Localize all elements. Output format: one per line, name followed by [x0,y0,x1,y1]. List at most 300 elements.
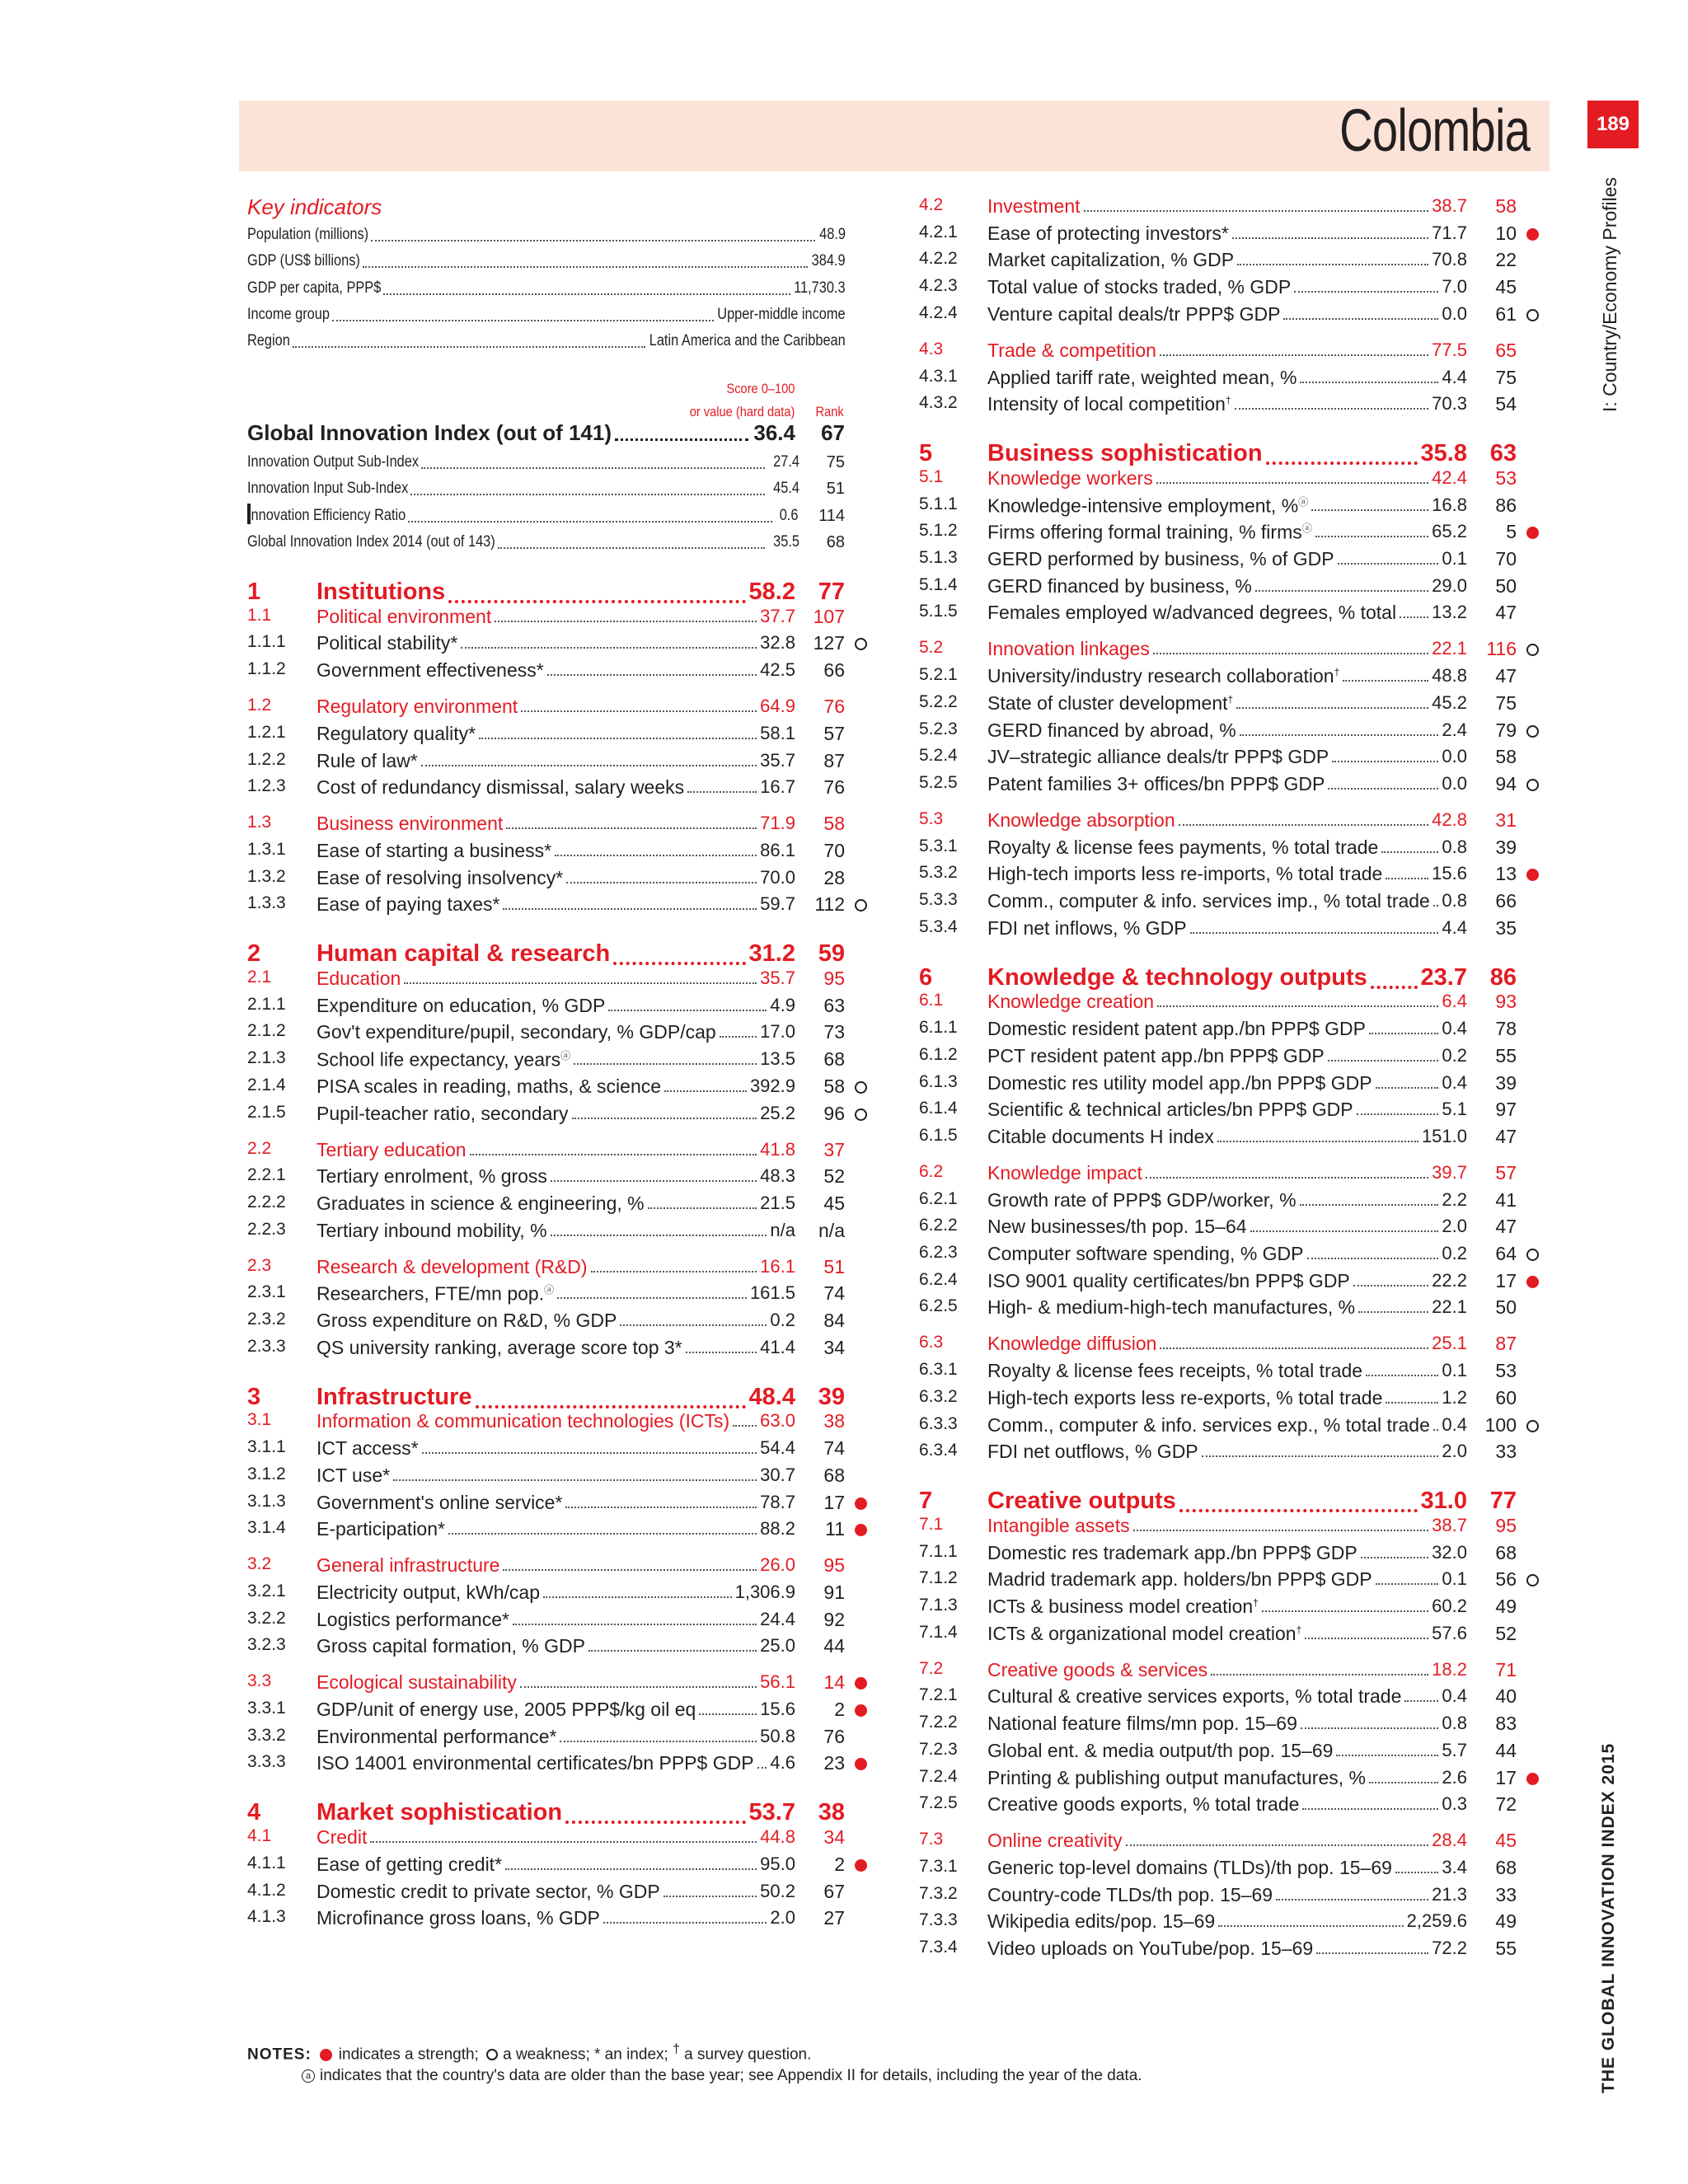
indicator-row [919,1268,1545,1293]
indicator-row [247,993,874,1018]
weakness-icon [855,638,867,650]
leader-dots [551,1180,757,1182]
row-rank: 75 [1495,366,1517,388]
pillar-row [247,1382,874,1412]
subpillar-row [247,1825,874,1849]
leader-dots [1433,905,1439,907]
row-value: 4.4 [1442,916,1467,938]
leader-dots [1283,318,1438,320]
subpillar-row [919,1657,1545,1682]
row-value: 71.7 [1432,222,1467,243]
row-code: 7.3.4 [919,1938,958,1957]
leader-dots [1316,1952,1428,1954]
indicator-row [919,1684,1545,1708]
page-number: 189 [1587,101,1639,148]
row-label: High-tech exports less re-exports, % total trade [987,1386,1383,1408]
sub-index-value: 35.5 [773,533,800,551]
row-code: 7 [919,1488,933,1515]
leader-dots [565,1507,757,1508]
indicator-row [919,861,1545,886]
row-label: Video uploads on YouTube/pop. 15–69 [987,1938,1314,1959]
row-value: 54.4 [760,1437,795,1459]
row-value: 31.2 [748,940,795,968]
weakness-icon [855,1108,867,1121]
leader-dots [603,1922,767,1924]
row-label: Regulatory environment [316,696,518,718]
indicator-row [919,391,1545,416]
row-code: 5.2.3 [919,719,958,738]
leader-dots [1400,616,1428,618]
row-value: 56.1 [760,1671,795,1693]
indicator-row [247,838,874,863]
leader-dots [1381,851,1438,853]
row-rank: 27 [823,1907,845,1929]
row-code: 4.1.2 [247,1880,286,1900]
leader-dots [520,1686,757,1688]
row-value: 0.2 [1442,1243,1467,1263]
row-rank: 96 [823,1102,845,1124]
row-rank: 57 [823,722,845,744]
leader-dots [1302,1808,1438,1810]
notes-older-data: indicates that the country's data are older than the base year; see Appendix II for details, including the year of the data. [320,2067,1142,2084]
row-value: 17.0 [760,1021,795,1043]
row-value: 161.5 [749,1282,795,1304]
subpillar-row [247,1553,874,1577]
row-label: Citable documents H index [987,1125,1214,1147]
row-label: Government effectiveness* [316,659,544,682]
row-label: Research & development (R&D) [316,1255,588,1277]
row-code: 6.2.4 [919,1269,958,1289]
subpillar-row [247,1670,874,1694]
leader-dots [495,621,757,622]
strength-icon [855,1497,867,1510]
row-value: 95.0 [760,1853,795,1874]
row-label: Knowledge diffusion [987,1333,1157,1355]
row-code: 6.1.2 [919,1044,958,1064]
row-value: 88.2 [760,1518,795,1540]
row-value: 0.4 [1442,1018,1467,1039]
leader-dots [555,855,757,856]
row-label: ICT access* [316,1437,419,1460]
leader-dots [1386,1402,1438,1404]
row-rank: 74 [823,1282,845,1305]
row-label: Ease of protecting investors* [987,222,1229,244]
strength-icon [1526,869,1539,881]
row-rank: 116 [1486,638,1517,660]
row-value: 26.0 [760,1554,795,1576]
subpillar-row [919,989,1545,1014]
sub-index-label: Innovation Efficiency Ratio [247,507,406,524]
strength-icon [855,1758,867,1770]
row-value: 78.7 [760,1491,795,1512]
row-rank: 45 [823,1192,845,1214]
sub-index-row [247,478,874,501]
row-code: 6.1 [919,991,944,1010]
row-rank: 84 [823,1310,845,1331]
row-code: 7.3.1 [919,1856,958,1876]
key-indicator-value: 48.9 [819,226,846,243]
row-label: Gov't expenditure/pupil, secondary, % GDP/cap [316,1021,716,1043]
row-rank: 59 [818,940,845,968]
row-rank: 17 [1495,1269,1517,1291]
leader-dots [505,1868,757,1870]
subpillar-row [919,466,1545,490]
row-rank: 58 [1495,195,1517,217]
strength-icon [1526,527,1539,539]
row-value: 63.0 [760,1410,795,1432]
row-value: n/a [770,1219,795,1240]
row-rank: 68 [823,1464,845,1486]
leader-dots [1240,734,1439,736]
row-code: 1.2.3 [247,776,286,796]
indicator-row [919,1214,1545,1239]
indicator-row [247,1101,874,1126]
row-rank: 22 [1495,249,1517,271]
row-rank: 37 [823,1138,845,1160]
row-rank: 63 [823,994,845,1016]
row-value: 0.8 [1442,890,1467,911]
row-code: 1.3.3 [247,893,286,913]
key-indicators-title: Key indicators [247,194,382,219]
row-rank: 51 [823,1255,845,1277]
sub-index-label: Innovation Output Sub-Index [247,453,420,471]
row-label: Gross expenditure on R&D, % GDP [316,1310,617,1331]
row-code: 7.3.3 [919,1910,958,1930]
row-label: Generic top-level domains (TLDs)/th pop. 15–69 [987,1856,1392,1878]
pillar-row [919,1486,1545,1516]
row-rank: 39 [1495,836,1517,858]
row-rank: 33 [1495,1441,1517,1463]
leader-dots [461,647,757,649]
indicator-row [919,1097,1545,1122]
row-code: 6.2.5 [919,1296,958,1316]
row-value: 77.5 [1432,339,1467,360]
row-rank: 50 [1495,1296,1517,1319]
row-value: 70.0 [760,866,795,888]
row-value: 0.4 [1442,1071,1467,1093]
row-rank: 60 [1495,1386,1517,1408]
row-value: 2.0 [1442,1216,1467,1237]
row-rank: 76 [823,1725,845,1747]
indicator-row [919,835,1545,860]
row-value: 4.6 [770,1752,795,1774]
row-label: Gross capital formation, % GDP [316,1635,585,1657]
row-label: Knowledge workers [987,466,1153,489]
row-label: Global ent. & media output/th pop. 15–69 [987,1739,1334,1761]
row-code: 7.1 [919,1514,944,1534]
row-label: Pupil-teacher ratio, secondary [316,1102,569,1124]
row-value: 2,259.6 [1406,1910,1467,1932]
leader-dots [1328,788,1438,790]
pillar-row [247,577,874,607]
row-label: Creative outputs [987,1488,1176,1515]
leader-dots [566,882,757,883]
row-label: Total value of stocks traded, % GDP [987,276,1292,298]
row-code: 4.2 [919,195,944,214]
row-code: 5.1.3 [919,548,958,567]
row-value: 2.0 [770,1907,795,1929]
row-label: Business sophistication [987,440,1263,467]
indicator-row [919,302,1545,326]
row-code: 4 [247,1799,261,1826]
row-value: 21.5 [760,1192,795,1213]
dagger-symbol: † [1225,394,1231,406]
leader-dots [1404,1700,1438,1702]
notes-weakness: a weakness; * an index; [503,2046,668,2064]
weakness-icon [1526,1249,1539,1261]
indicator-row [919,916,1545,940]
strength-icon [855,1704,867,1717]
indicator-row [247,1335,874,1360]
weakness-icon [1526,309,1539,321]
row-rank: 23 [823,1752,845,1774]
weakness-icon [1526,779,1539,791]
leader-dots [574,1063,757,1065]
row-rank: 65 [1495,339,1517,361]
leader-dots [1153,653,1428,654]
leader-dots [1262,1610,1428,1612]
strength-icon [855,1677,867,1690]
row-rank: 78 [1495,1018,1517,1040]
subpillar-row [247,1137,874,1162]
leader-dots [687,791,757,793]
leader-dots [1366,1375,1438,1376]
leader-dots [1156,482,1428,484]
row-code: 5.2 [919,638,944,658]
row-value: 53.7 [748,1799,795,1826]
row-code: 3.3.1 [247,1699,286,1718]
row-value: 4.4 [1442,366,1467,387]
row-label: Computer software spending, % GDP [987,1243,1304,1264]
row-value: 44.8 [760,1826,795,1848]
row-code: 5.2.1 [919,665,958,685]
leader-dots [720,1036,757,1038]
leader-dots [613,962,745,965]
leader-dots [1237,264,1428,265]
row-value: 21.3 [1432,1883,1467,1905]
row-code: 4.2.1 [919,222,958,241]
row-value: 48.3 [760,1165,795,1187]
row-label: Creative goods & services [987,1658,1208,1680]
row-code: 1.2 [247,696,272,715]
row-rank: 47 [1495,602,1517,624]
row-value: 0.8 [1442,836,1467,857]
weakness-icon [1526,644,1539,656]
row-code: 7.2.2 [919,1713,958,1732]
indicator-row [247,892,874,916]
strength-icon [1526,1276,1539,1288]
indicator-row [919,1385,1545,1410]
row-code: 2.3.2 [247,1310,286,1329]
row-rank: 107 [813,605,845,627]
indicator-row [919,365,1545,390]
leader-dots [470,1154,757,1155]
leader-dots [591,1271,757,1272]
indicator-row [247,1281,874,1305]
row-label: Electricity output, kWh/cap [316,1581,540,1603]
weakness-icon [1526,1574,1539,1586]
leader-dots [498,547,766,549]
leader-dots [422,1452,757,1454]
row-label: High-tech imports less re-imports, % total trade [987,863,1383,885]
row-value: 3.4 [1442,1856,1467,1877]
side-publication-text: THE GLOBAL INNOVATION INDEX 2015 [1599,1742,1618,2093]
gii-label: Global Innovation Index (out of 141) [247,420,612,445]
row-label: State of cluster development† [987,691,1234,714]
row-label: Growth rate of PPP$ GDP/worker, % [987,1188,1296,1211]
row-label: National feature films/mn pop. 15–69 [987,1713,1297,1735]
row-rank: 70 [823,839,845,861]
leader-dots [588,1650,757,1652]
leader-dots [1357,1113,1439,1115]
row-value: 37.7 [760,605,795,626]
row-label: FDI net outflows, % GDP [987,1441,1198,1463]
row-value: 0.4 [1442,1685,1467,1707]
row-label: Human capital & research [316,940,611,968]
row-code: 5.3.1 [919,836,958,855]
subpillar-row [247,604,874,629]
row-label: Domestic res utility model app./bn PPP$ GDP [987,1071,1372,1094]
key-indicator-row [247,304,846,327]
row-code: 6.3.3 [919,1413,958,1433]
row-rank: 39 [1495,1071,1517,1094]
row-label: General infrastructure [316,1554,500,1577]
row-code: 7.1.2 [919,1568,958,1588]
leader-dots [503,908,757,910]
leader-dots [363,266,808,268]
indicator-row [919,574,1545,598]
row-label: Madrid trademark app. holders/bn PPP$ GDP [987,1568,1372,1591]
row-label: GERD financed by abroad, % [987,719,1236,741]
leader-dots [476,1405,746,1408]
row-label: New businesses/th pop. 15–64 [987,1216,1247,1238]
row-value: 71.9 [760,813,795,834]
row-rank: 38 [818,1799,845,1826]
row-rank: 44 [1495,1739,1517,1761]
leader-dots [1376,1087,1439,1089]
row-value: 42.5 [760,659,795,681]
row-code: 5.3.3 [919,890,958,909]
leader-dots [1300,382,1438,383]
row-rank: 93 [1495,991,1517,1013]
row-code: 2.2.1 [247,1165,286,1185]
leader-dots [1328,1060,1439,1062]
leader-dots [1084,210,1429,212]
row-rank: 38 [823,1410,845,1432]
leader-dots [557,1297,747,1299]
row-label: Credit [316,1826,368,1849]
row-label: Creative goods exports, % total trade [987,1793,1300,1816]
indicator-row [919,1016,1545,1041]
leader-dots [383,293,790,295]
row-value: 86.1 [760,839,795,860]
indicator-row [247,1580,874,1605]
row-rank: 53 [1495,1360,1517,1382]
row-value: 0.1 [1442,1568,1467,1590]
row-label: Tertiary education [316,1138,467,1160]
row-code: 5.2.5 [919,772,958,792]
row-label: Comm., computer & info. services imp., % total trade [987,890,1430,912]
row-label: Ease of paying taxes* [316,893,500,916]
row-label: Expenditure on education, % GDP [316,994,606,1016]
row-value: 42.8 [1432,808,1467,830]
row-value: 0.2 [1442,1044,1467,1066]
row-value: 64.9 [760,696,795,717]
leader-dots [1190,932,1439,934]
indicator-row [919,691,1545,715]
leader-dots [1179,1509,1418,1512]
row-label: Political environment [316,605,492,627]
row-code: 3.3.3 [247,1752,286,1772]
indicator-row [247,1879,874,1904]
row-code: 2.1.1 [247,994,286,1014]
row-value: 22.2 [1432,1269,1467,1291]
row-label: Environmental performance* [316,1725,557,1747]
leader-dots [370,1841,757,1843]
leader-dots [513,1624,757,1625]
row-value: 16.1 [760,1255,795,1277]
row-code: 1 [247,579,261,605]
row-label: ICTs & business model creation† [987,1596,1259,1617]
notes [247,2042,811,2064]
pillar-row [919,963,1545,992]
gii-score: 36.4 [753,420,795,445]
sub-index-label: Innovation Input Sub-Index [247,480,409,497]
row-rank: 34 [823,1336,845,1358]
row-code: 2.1.3 [247,1048,286,1068]
row-label: Information & communication technologies (ICTs) [316,1410,730,1432]
older-data-icon: ⓐ [560,1050,571,1062]
row-code: 3.2.3 [247,1635,286,1655]
row-label: Printing & publishing output manufactures, % [987,1766,1366,1788]
row-label: Government's online service* [316,1491,563,1513]
sub-index-label: Global Innovation Index 2014 (out of 143) [247,533,495,551]
indicator-row [919,1540,1545,1565]
indicator-row [919,1439,1545,1464]
row-rank: 31 [1495,808,1517,831]
row-value: 6.4 [1442,991,1467,1012]
row-rank: 58 [823,1075,845,1097]
row-value: 57.6 [1432,1622,1467,1643]
key-indicator-row [247,278,846,301]
row-value: 35.7 [760,749,795,771]
notes-survey: a survey question. [684,2046,812,2064]
row-value: 70.3 [1432,393,1467,415]
row-value: 0.4 [1442,1413,1467,1435]
indicator-row [247,1074,874,1099]
row-rank: 68 [1495,1856,1517,1878]
row-label: Institutions [316,579,446,605]
indicator-row [919,493,1545,518]
leader-dots [620,1324,767,1326]
leader-dots [479,738,757,739]
row-label: Domestic res trademark app./bn PPP$ GDP [987,1541,1357,1563]
row-value: 29.0 [1432,574,1467,596]
row-value: 31.0 [1420,1488,1467,1515]
row-rank: 10 [1495,222,1517,244]
row-rank: 71 [1495,1658,1517,1680]
row-value: 0.2 [770,1310,795,1330]
leader-dots [1315,536,1428,537]
row-value: 72.2 [1432,1938,1467,1958]
subpillar-row [919,1513,1545,1538]
row-rank: 58 [1495,746,1517,768]
indicator-row [247,1697,874,1722]
strength-icon [1526,1773,1539,1785]
weakness-icon [855,899,867,912]
row-code: 3.1.1 [247,1437,286,1457]
row-label: Ease of starting a business* [316,839,552,861]
